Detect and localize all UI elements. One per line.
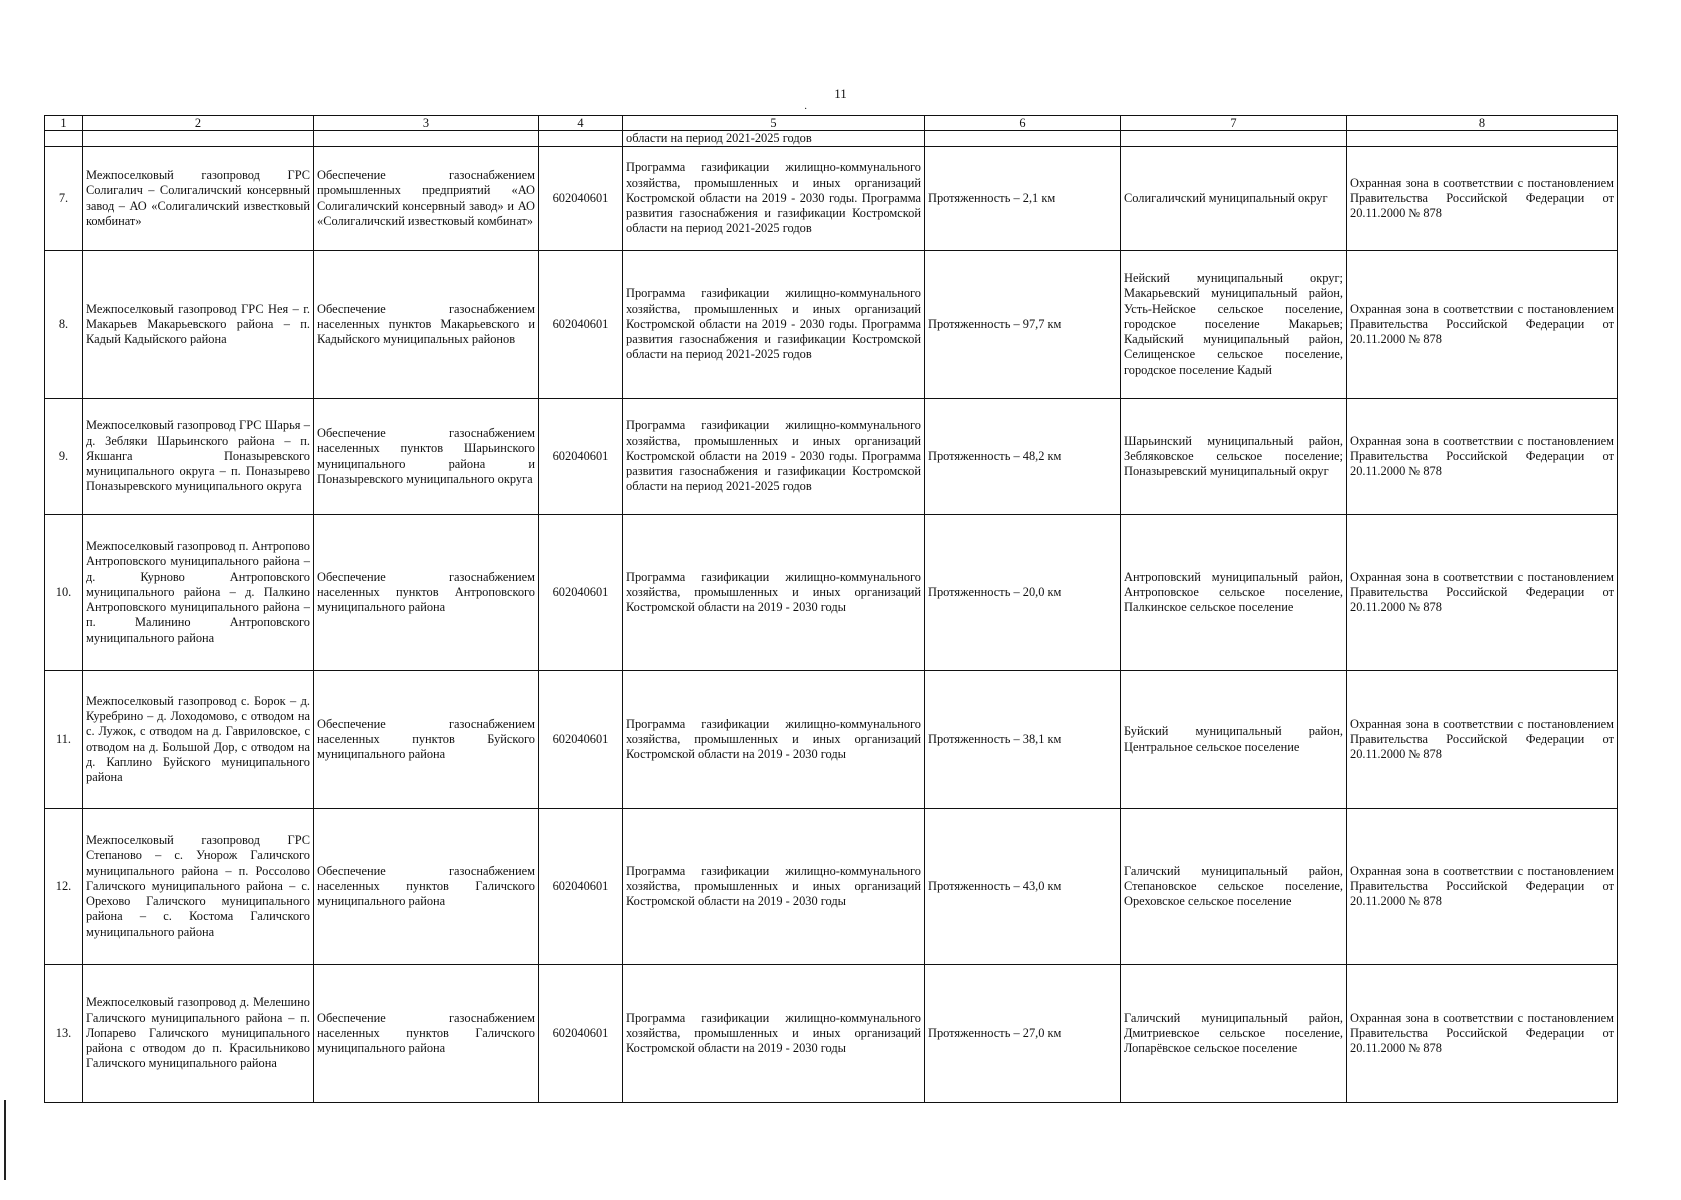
- header-row: [45, 116, 1618, 131]
- pipeline-purpose: Обеспечение газоснабжением населенных пунктов Макарьевского и Кадыйского муниципальных районов: [314, 251, 539, 399]
- protection-zone: Охранная зона в соответствии с постановлением Правительства Российской Федерации от 20.11.2000 № 878: [1347, 147, 1618, 251]
- table-row: [45, 147, 1618, 251]
- continuation-cell: [45, 131, 83, 147]
- pipeline-name: Межпоселковый газопровод д. Мелешино Галичского муниципального района – п. Лопарево Галичского муниципального района с отводом до п. Красильниково Галичского муниципального района: [83, 965, 314, 1103]
- row-number: 9.: [45, 399, 83, 515]
- header-cell-6: 6: [925, 116, 1121, 131]
- scan-margin-line: [4, 1100, 6, 1180]
- header-cell-4: 4: [539, 116, 623, 131]
- row-number: 7.: [45, 147, 83, 251]
- table-row: [45, 671, 1618, 809]
- continuation-cell: [1347, 131, 1618, 147]
- classifier-code: 602040601: [539, 671, 623, 809]
- pipeline-name: Межпоселковый газопровод ГРС Шарья – д. Зебляки Шарьинского района – п. Якшанга Поназыревского муниципального округа – п. Поназырево Поназыревского муниципального округа: [83, 399, 314, 515]
- pipeline-location: Нейский муниципальный округ; Макарьевский муниципальный район, Усть-Нейское сельское поселение, городское поселение Макарьев; Кадыйский муниципальный район, Селищенское сельское поселение, городское поселение Кадый: [1121, 251, 1347, 399]
- header-cell-1: 1: [45, 116, 83, 131]
- pipeline-length: Протяженность – 97,7 км: [925, 251, 1121, 399]
- pipeline-length: Протяженность – 43,0 км: [925, 809, 1121, 965]
- program-name: Программа газификации жилищно-коммунального хозяйства, промышленных и иных организаций Костромской области на 2019 - 2030 годы: [623, 515, 925, 671]
- protection-zone: Охранная зона в соответствии с постановлением Правительства Российской Федерации от 20.11.2000 № 878: [1347, 671, 1618, 809]
- scan-speck: ·: [804, 104, 808, 115]
- continuation-cell: [1121, 131, 1347, 147]
- row-number: 12.: [45, 809, 83, 965]
- program-name: Программа газификации жилищно-коммунального хозяйства, промышленных и иных организаций Костромской области на 2019 - 2030 годы: [623, 809, 925, 965]
- table-row: [45, 965, 1618, 1103]
- pipeline-purpose: Обеспечение газоснабжением промышленных предприятий «АО Солигаличский консервный завод» и АО «Солигаличский известковый комбинат»: [314, 147, 539, 251]
- pipeline-length: Протяженность – 27,0 км: [925, 965, 1121, 1103]
- classifier-code: 602040601: [539, 399, 623, 515]
- header-cell-8: 8: [1347, 116, 1618, 131]
- classifier-code: 602040601: [539, 965, 623, 1103]
- row-number: 13.: [45, 965, 83, 1103]
- continuation-cell: [314, 131, 539, 147]
- pipeline-length: Протяженность – 48,2 км: [925, 399, 1121, 515]
- pipeline-location: Антроповский муниципальный район, Антроповское сельское поселение, Палкинское сельское поселение: [1121, 515, 1347, 671]
- protection-zone: Охранная зона в соответствии с постановлением Правительства Российской Федерации от 20.11.2000 № 878: [1347, 809, 1618, 965]
- pipeline-name: Межпоселковый газопровод п. Антропово Антроповского муниципального района – д. Курново Антроповского муниципального района – д. Палкино Антроповского муниципального района – п. Малинино Антроповского муниципального района: [83, 515, 314, 671]
- continuation-cell: [925, 131, 1121, 147]
- protection-zone: Охранная зона в соответствии с постановлением Правительства Российской Федерации от 20.11.2000 № 878: [1347, 399, 1618, 515]
- continuation-cell: [539, 131, 623, 147]
- page-number: 11: [834, 86, 847, 101]
- classifier-code: 602040601: [539, 809, 623, 965]
- header-cell-3: 3: [314, 116, 539, 131]
- pipeline-length: Протяженность – 38,1 км: [925, 671, 1121, 809]
- pipeline-length: Протяженность – 2,1 км: [925, 147, 1121, 251]
- pipeline-purpose: Обеспечение газоснабжением населенных пунктов Галичского муниципального района: [314, 809, 539, 965]
- continuation-row: [45, 131, 1618, 147]
- header-cell-7: 7: [1121, 116, 1347, 131]
- header-cell-2: 2: [83, 116, 314, 131]
- pipeline-location: Галичский муниципальный район, Степановское сельское поселение, Ореховское сельское поселение: [1121, 809, 1347, 965]
- pipeline-location: Шарьинский муниципальный район, Зебляковское сельское поселение; Поназыревский муниципальный округ: [1121, 399, 1347, 515]
- pipeline-purpose: Обеспечение газоснабжением населенных пунктов Антроповского муниципального района: [314, 515, 539, 671]
- protection-zone: Охранная зона в соответствии с постановлением Правительства Российской Федерации от 20.11.2000 № 878: [1347, 965, 1618, 1103]
- table-body: [45, 116, 1618, 1103]
- program-name: Программа газификации жилищно-коммунального хозяйства, промышленных и иных организаций Костромской области на 2019 - 2030 годы. Программа развития газоснабжения и газификации Костромской области на период 2021-2025 годов: [623, 251, 925, 399]
- table-row: [45, 399, 1618, 515]
- pipeline-name: Межпоселковый газопровод ГРС Солигалич – Солигаличский консервный завод – АО «Солигаличский известковый комбинат»: [83, 147, 314, 251]
- pipeline-table: [44, 115, 1618, 1103]
- protection-zone: Охранная зона в соответствии с постановлением Правительства Российской Федерации от 20.11.2000 № 878: [1347, 251, 1618, 399]
- table-row: [45, 251, 1618, 399]
- pipeline-purpose: Обеспечение газоснабжением населенных пунктов Шарьинского муниципального района и Поназыревского муниципального округа: [314, 399, 539, 515]
- pipeline-location: Галичский муниципальный район, Дмитриевское сельское поселение, Лопарёвское сельское поселение: [1121, 965, 1347, 1103]
- pipeline-purpose: Обеспечение газоснабжением населенных пунктов Галичского муниципального района: [314, 965, 539, 1103]
- pipeline-name: Межпоселковый газопровод с. Борок – д. Куребрино – д. Лоходомово, с отводом на с. Лужок, с отводом на д. Гавриловское, с отводом на д. Большой Дор, с отводом на д. Каплино Буйского муниципального района: [83, 671, 314, 809]
- pipeline-name: Межпоселковый газопровод ГРС Нея – г. Макарьев Макарьевского района – п. Кадый Кадыйского района: [83, 251, 314, 399]
- pipeline-length: Протяженность – 20,0 км: [925, 515, 1121, 671]
- classifier-code: 602040601: [539, 251, 623, 399]
- row-number: 8.: [45, 251, 83, 399]
- pipeline-purpose: Обеспечение газоснабжением населенных пунктов Буйского муниципального района: [314, 671, 539, 809]
- program-name: Программа газификации жилищно-коммунального хозяйства, промышленных и иных организаций Костромской области на 2019 - 2030 годы: [623, 671, 925, 809]
- program-name: Программа газификации жилищно-коммунального хозяйства, промышленных и иных организаций Костромской области на 2019 - 2030 годы. Программа развития газоснабжения и газификации Костромской области на период 2021-2025 годов: [623, 147, 925, 251]
- protection-zone: Охранная зона в соответствии с постановлением Правительства Российской Федерации от 20.11.2000 № 878: [1347, 515, 1618, 671]
- classifier-code: 602040601: [539, 147, 623, 251]
- program-name: Программа газификации жилищно-коммунального хозяйства, промышленных и иных организаций Костромской области на 2019 - 2030 годы. Программа развития газоснабжения и газификации Костромской области на период 2021-2025 годов: [623, 399, 925, 515]
- pipeline-location: Солигаличский муниципальный округ: [1121, 147, 1347, 251]
- pipeline-name: Межпоселковый газопровод ГРС Степаново – с. Унорож Галичского муниципального района – п. Россолово Галичского муниципального района – с. Орехово Галичского муниципального района – с. Костома Галичского муниципального района: [83, 809, 314, 965]
- header-cell-5: 5: [623, 116, 925, 131]
- continuation-program: области на период 2021-2025 годов: [623, 131, 925, 147]
- classifier-code: 602040601: [539, 515, 623, 671]
- program-name: Программа газификации жилищно-коммунального хозяйства, промышленных и иных организаций Костромской области на 2019 - 2030 годы: [623, 965, 925, 1103]
- row-number: 11.: [45, 671, 83, 809]
- pipeline-location: Буйский муниципальный район, Центральное сельское поселение: [1121, 671, 1347, 809]
- row-number: 10.: [45, 515, 83, 671]
- continuation-cell: [83, 131, 314, 147]
- table-row: [45, 515, 1618, 671]
- table-row: [45, 809, 1618, 965]
